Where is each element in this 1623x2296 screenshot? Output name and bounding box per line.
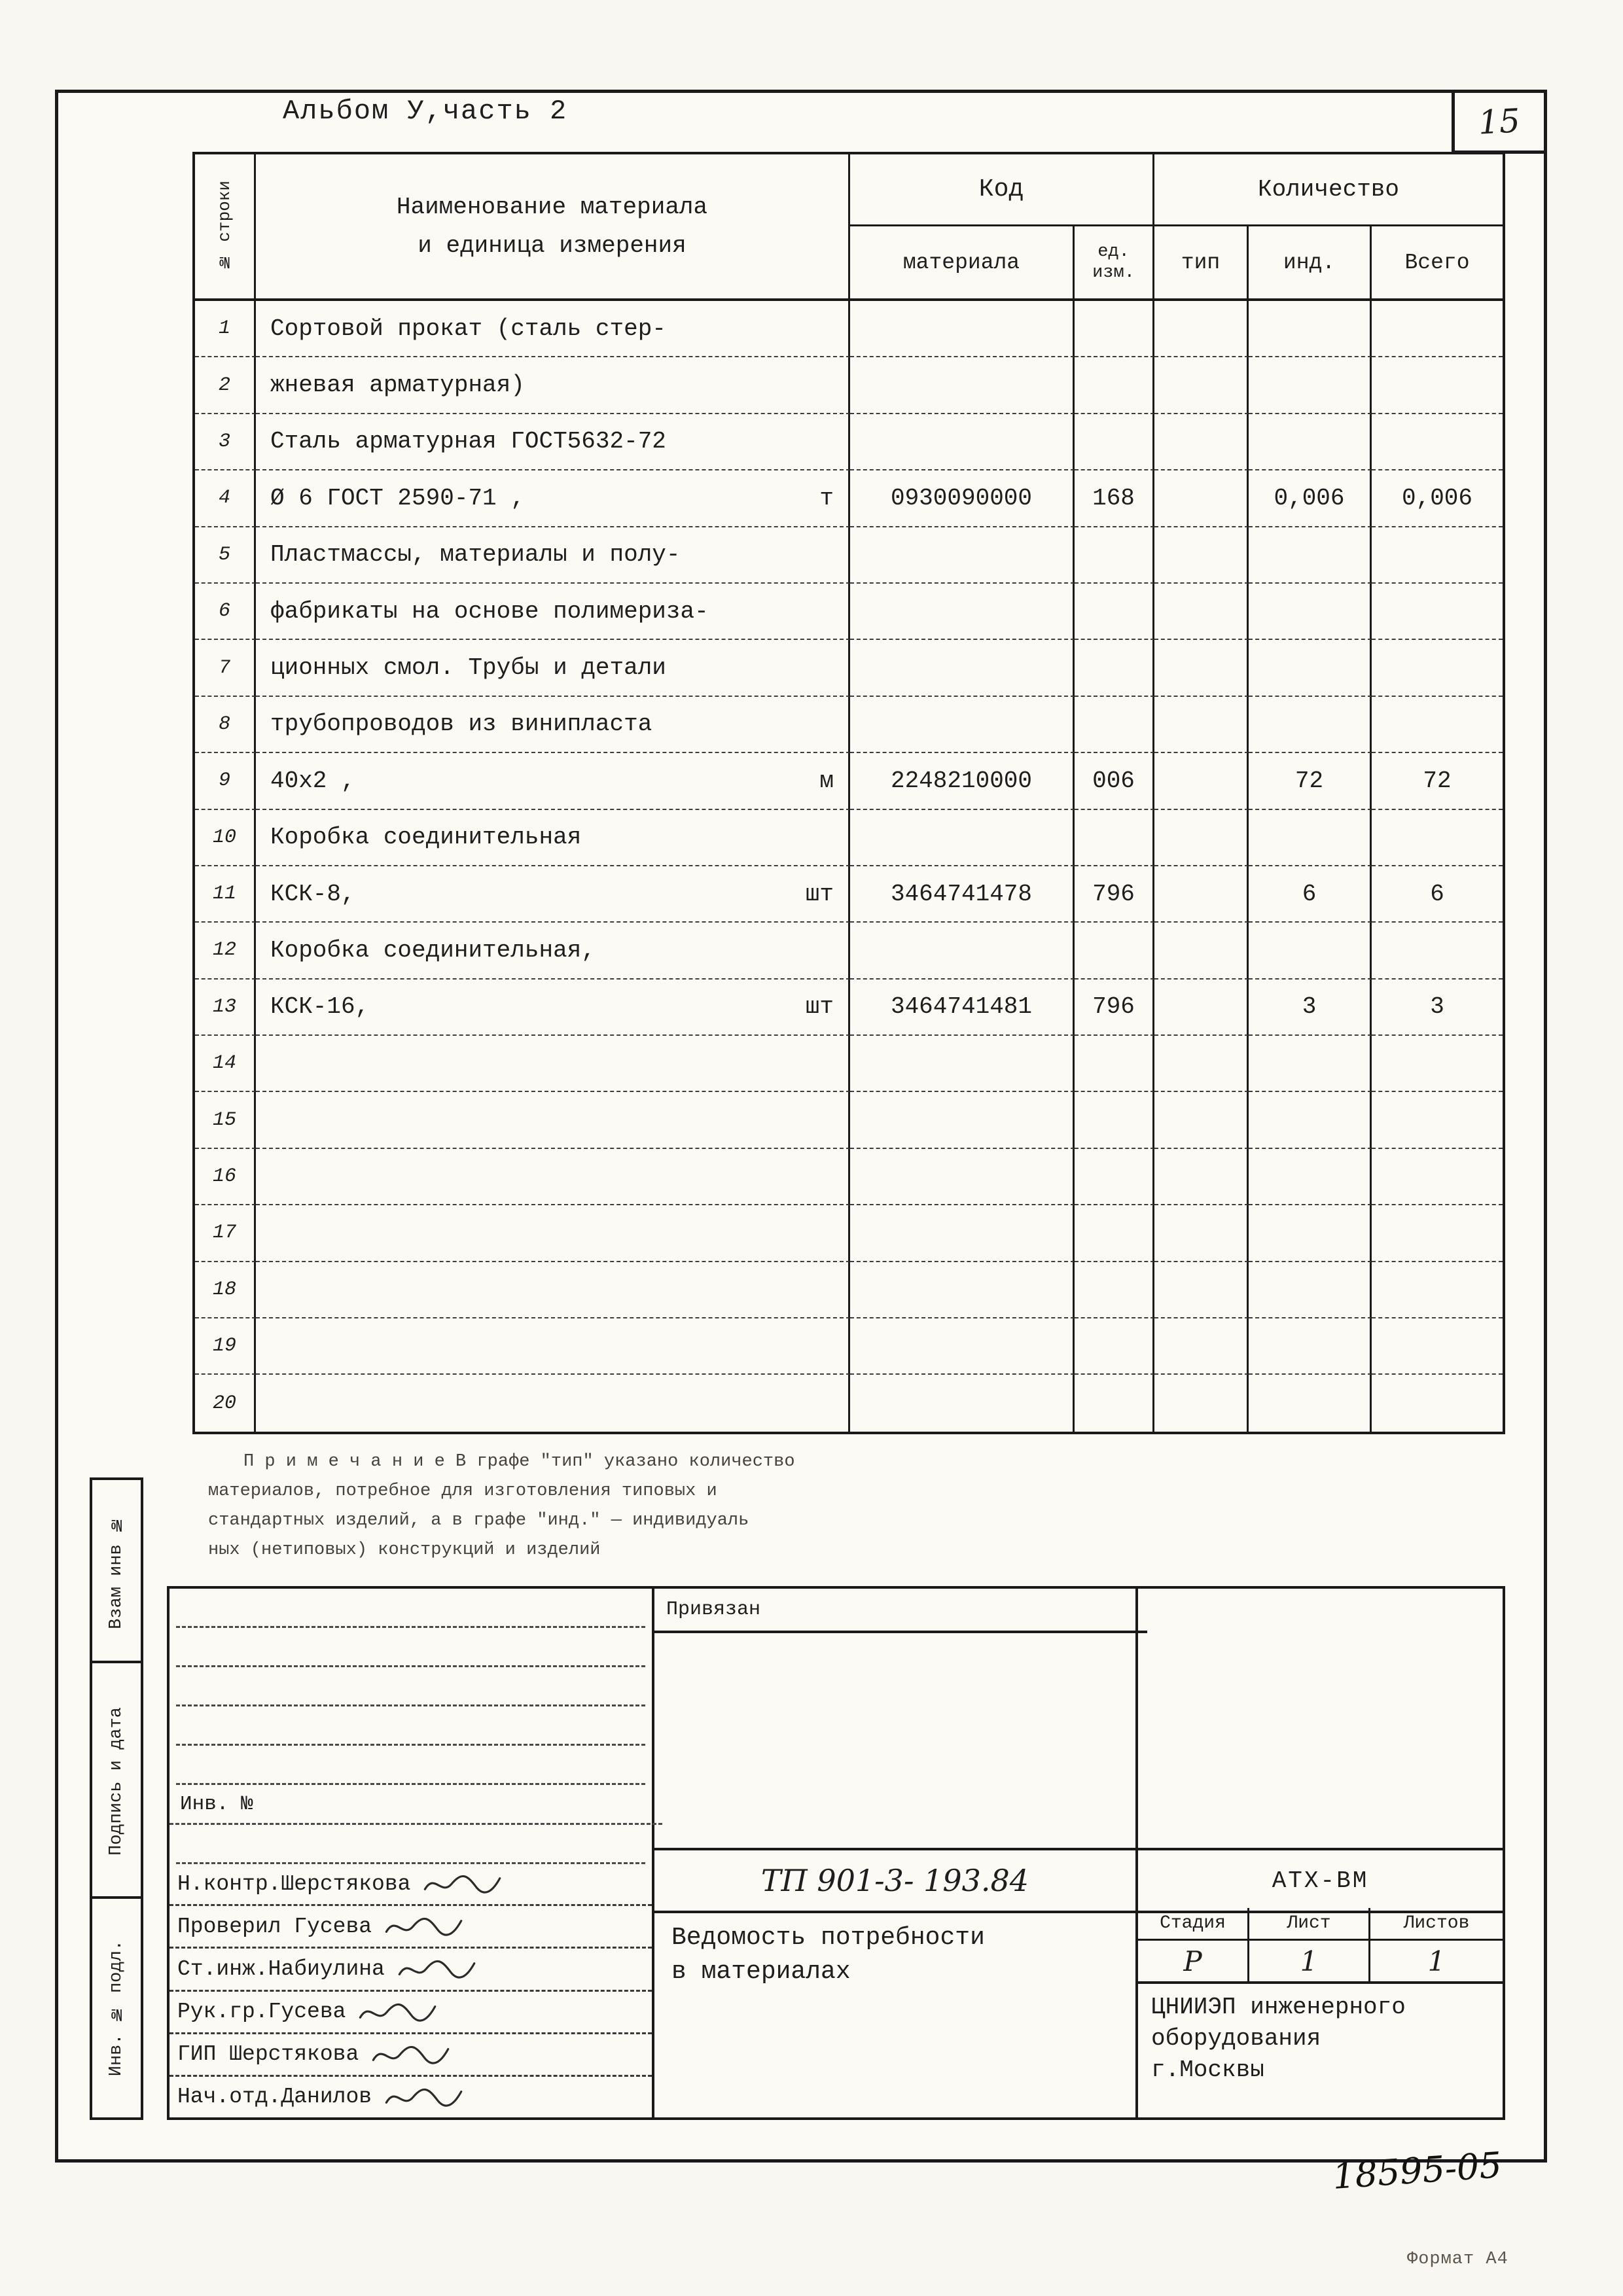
ind-cell: [1249, 1375, 1372, 1431]
signature-mark: [381, 2083, 466, 2111]
vsego-cell: [1372, 1036, 1503, 1092]
table-row: [195, 753, 1503, 809]
unit-code-cell: [1075, 301, 1154, 357]
col-header-material-name: [256, 154, 850, 298]
material-code-cell: [850, 414, 1075, 470]
unit-code-cell: [1075, 923, 1154, 979]
vsego-cell: 3: [1372, 980, 1503, 1036]
tip-cell: [1154, 584, 1249, 640]
table-row: [195, 697, 1503, 753]
title-block: [167, 1586, 1505, 2120]
material-code-cell: [850, 527, 1075, 584]
signature-role-name: Нач.отд.Данилов: [177, 2085, 372, 2110]
material-name: Сталь арматурная ГОСТ5632-72: [270, 428, 666, 455]
material-name-cell: [256, 980, 850, 1036]
tip-cell: [1154, 640, 1249, 696]
unit-code-cell: [1075, 640, 1154, 696]
ind-cell: [1249, 1318, 1372, 1375]
tip-cell: [1154, 301, 1249, 357]
ind-cell: [1249, 301, 1372, 357]
material-name-cell: [256, 1375, 850, 1431]
material-name: Коробка соединительная,: [270, 936, 596, 964]
material-name: жневая арматурная): [270, 372, 525, 399]
material-code-cell: [850, 640, 1075, 696]
material-name-cell: [256, 923, 850, 979]
tip-cell: [1154, 810, 1249, 866]
ind-cell: [1249, 584, 1372, 640]
unit-code-cell: 796: [1075, 980, 1154, 1036]
table-row: [195, 1205, 1503, 1262]
col-header-vsego: Всего: [1404, 250, 1470, 275]
material-name-cell: [256, 1036, 850, 1092]
ruled-line: [176, 1706, 645, 1746]
material-name-cell: [256, 697, 850, 753]
row-number-cell: 12: [195, 923, 256, 979]
material-name-cell: [256, 810, 850, 866]
row-number-cell: 4: [195, 470, 256, 527]
material-code-cell: [850, 301, 1075, 357]
material-name-cell: [256, 1149, 850, 1205]
material-code-cell: 3464741478: [850, 866, 1075, 923]
material-code-cell: [850, 1318, 1075, 1375]
page-number-box: [1452, 90, 1547, 154]
organization-line3: г.Москвы: [1151, 2057, 1264, 2083]
note-line: стандартных изделий, а в графе "инд." — индивидуаль: [208, 1511, 749, 1530]
signature-row: [169, 1863, 652, 1906]
signature-role-name: Н.контр.Шерстякова: [177, 1871, 411, 1896]
organization-line1: ЦНИИЭП инженерного: [1151, 1994, 1406, 2021]
row-number-cell: 16: [195, 1149, 256, 1205]
unit-code-cell: [1075, 697, 1154, 753]
row-number-cell: 18: [195, 1262, 256, 1318]
col-header-row-number: № строки: [195, 154, 256, 298]
table-row: [195, 357, 1503, 414]
unit-code-cell: [1075, 1092, 1154, 1148]
signature-row: [169, 1949, 652, 1991]
ind-cell: 0,006: [1249, 470, 1372, 527]
vsego-cell: [1372, 584, 1503, 640]
table-row: [195, 1092, 1503, 1148]
ind-cell: [1249, 923, 1372, 979]
unit-code-cell: [1075, 1318, 1154, 1375]
vsego-cell: [1372, 1375, 1503, 1431]
row-number-cell: 13: [195, 980, 256, 1036]
table-row: [195, 1149, 1503, 1205]
ind-cell: [1249, 527, 1372, 584]
signature-role-name: Ст.инж.Набиулина: [177, 1956, 385, 1981]
sheets-value: 1: [1427, 1945, 1446, 1977]
side-label-podpis-data: Подпись и дата: [90, 1661, 143, 1901]
inventory-number-label: Инв. №: [169, 1785, 662, 1825]
materials-table: [192, 152, 1505, 1434]
vsego-cell: [1372, 1205, 1503, 1262]
album-title: Альбом У,часть 2: [283, 96, 568, 127]
material-unit: шт: [805, 880, 834, 908]
table-row: [195, 527, 1503, 584]
table-row: [195, 1262, 1503, 1318]
document-title-line1: Ведомость потребности: [671, 1924, 985, 1952]
tip-cell: [1154, 414, 1249, 470]
vsego-cell: 72: [1372, 753, 1503, 809]
sheet-value: 1: [1249, 1941, 1370, 1981]
row-number-cell: 10: [195, 810, 256, 866]
tip-cell: [1154, 1149, 1249, 1205]
unit-code-cell: 796: [1075, 866, 1154, 923]
material-name: КСК-8,: [270, 880, 355, 908]
tip-cell: [1154, 1036, 1249, 1092]
row-number-cell: 1: [195, 301, 256, 357]
material-name: фабрикаты на основе полимериза-: [270, 597, 709, 625]
col-header-code-group: Код: [850, 154, 1154, 226]
table-row: [195, 584, 1503, 640]
material-code-cell: [850, 1092, 1075, 1148]
ind-cell: [1249, 414, 1372, 470]
material-name-cell: [256, 1318, 850, 1375]
tip-cell: [1154, 753, 1249, 809]
material-name-cell: [256, 1262, 850, 1318]
tip-cell: [1154, 923, 1249, 979]
material-name: Сортовой прокат (сталь стер-: [270, 315, 666, 342]
row-number-cell: 6: [195, 584, 256, 640]
ind-cell: [1249, 357, 1372, 414]
signature-role-name: Рук.гр.Гусева: [177, 2000, 346, 2024]
ind-cell: [1249, 1262, 1372, 1318]
material-code-cell: [850, 697, 1075, 753]
ruled-line: [176, 1628, 645, 1667]
organization-name: [1138, 1981, 1516, 2117]
material-code-cell: [850, 1205, 1075, 1262]
unit-code-cell: [1075, 1205, 1154, 1262]
tip-cell: [1154, 866, 1249, 923]
ruled-line: [176, 1823, 645, 1864]
note-line: П р и м е ч а н и е В графе "тип" указано количество: [243, 1452, 795, 1472]
tip-cell: [1154, 1092, 1249, 1148]
table-row: [195, 980, 1503, 1036]
table-body: [195, 301, 1503, 1432]
unit-code-cell: [1075, 810, 1154, 866]
document-title: [654, 1911, 1152, 1989]
tip-cell: [1154, 1205, 1249, 1262]
project-code: АТХ-ВМ: [1138, 1848, 1503, 1913]
material-code-cell: 2248210000: [850, 753, 1075, 809]
material-code-cell: [850, 1149, 1075, 1205]
document-title-line2: в материалах: [671, 1958, 851, 1986]
vsego-cell: [1372, 414, 1503, 470]
unit-code-cell: [1075, 1149, 1154, 1205]
vsego-cell: [1372, 1092, 1503, 1148]
row-number-cell: 5: [195, 527, 256, 584]
vsego-cell: [1372, 923, 1503, 979]
table-row: [195, 1375, 1503, 1431]
ind-cell: 72: [1249, 753, 1372, 809]
signature-mark: [394, 1955, 479, 1983]
table-row: [195, 923, 1503, 979]
material-name-cell: [256, 640, 850, 696]
vsego-cell: [1372, 1318, 1503, 1375]
material-name-cell: [256, 470, 850, 527]
vsego-cell: [1372, 301, 1503, 357]
material-code-cell: [850, 1375, 1075, 1431]
ind-cell: 3: [1249, 980, 1372, 1036]
row-number-cell: 19: [195, 1318, 256, 1375]
row-number-cell: 11: [195, 866, 256, 923]
material-name-header-line1: Наименование материала: [396, 194, 708, 221]
vsego-cell: [1372, 357, 1503, 414]
tip-cell: [1154, 527, 1249, 584]
ind-cell: [1249, 640, 1372, 696]
material-name: Коробка соединительная: [270, 824, 582, 851]
row-number-cell: 14: [195, 1036, 256, 1092]
page-number: 15: [1477, 101, 1522, 142]
tip-cell: [1154, 470, 1249, 527]
ruled-line: [176, 1589, 645, 1628]
material-code-cell: [850, 1036, 1075, 1092]
material-unit: м: [819, 767, 834, 794]
stage-sheet-grid: [1138, 1908, 1503, 1984]
material-name-cell: [256, 1092, 850, 1148]
vsego-cell: [1372, 697, 1503, 753]
table-row: [195, 301, 1503, 357]
vsego-cell: 6: [1372, 866, 1503, 923]
col-header-material-code: материала: [850, 226, 1075, 298]
sheet-label: Лист: [1249, 1908, 1370, 1941]
row-number-cell: 9: [195, 753, 256, 809]
sheets-label: Листов: [1370, 1908, 1503, 1941]
material-name-cell: [256, 753, 850, 809]
unit-code-cell: [1075, 357, 1154, 414]
material-unit: шт: [805, 993, 834, 1021]
col-header-quantity-group: Количество: [1154, 154, 1503, 226]
material-name-cell: [256, 527, 850, 584]
document-code: ТП 901-3- 193.84: [654, 1848, 1135, 1913]
signature-role-name: Проверил Гусева: [177, 1914, 372, 1939]
material-code-cell: [850, 584, 1075, 640]
material-name: ционных смол. Трубы и детали: [270, 654, 666, 682]
vsego-cell: [1372, 640, 1503, 696]
signature-role-name: ГИП Шерстякова: [177, 2042, 359, 2067]
material-code-cell: [850, 357, 1075, 414]
col-header-unit-code: ед. изм.: [1075, 226, 1154, 298]
material-unit: т: [819, 484, 834, 512]
table-row: [195, 1036, 1503, 1092]
ind-cell: [1249, 1205, 1372, 1262]
unit-code-cell: [1075, 414, 1154, 470]
table-row: [195, 470, 1503, 527]
table-row: [195, 640, 1503, 696]
vsego-cell: [1372, 810, 1503, 866]
tip-cell: [1154, 1318, 1249, 1375]
tip-cell: [1154, 357, 1249, 414]
ind-cell: [1249, 1092, 1372, 1148]
ind-cell: [1249, 1036, 1372, 1092]
unit-code-cell: 168: [1075, 470, 1154, 527]
material-code-cell: [850, 1262, 1075, 1318]
material-name-cell: [256, 301, 850, 357]
ruled-lines: [169, 1589, 652, 1785]
material-name: Пластмассы, материалы и полу-: [270, 541, 681, 569]
material-name-header-line2: и единица измерения: [418, 232, 687, 259]
row-number-cell: 17: [195, 1205, 256, 1262]
col-header-ind: инд.: [1249, 226, 1372, 298]
note-line: материалов, потребное для изготовления типовых и: [208, 1481, 717, 1501]
tip-cell: [1154, 980, 1249, 1036]
row-number-cell: 8: [195, 697, 256, 753]
vsego-cell: [1372, 527, 1503, 584]
col-header-tip: тип: [1154, 226, 1249, 298]
table-header: [195, 154, 1503, 301]
row-number-cell: 7: [195, 640, 256, 696]
privyazan-label: Привязан: [654, 1589, 1147, 1633]
material-name-cell: [256, 1205, 850, 1262]
material-code-cell: 0930090000: [850, 470, 1075, 527]
organization-line2: оборудования: [1151, 2025, 1321, 2052]
material-name-cell: [256, 866, 850, 923]
material-code-cell: 3464741481: [850, 980, 1075, 1036]
row-number-cell: 2: [195, 357, 256, 414]
table-row: [195, 810, 1503, 866]
signature-row: [169, 1992, 652, 2034]
side-label-inv-podl: Инв. № подл.: [90, 1896, 143, 2120]
material-name: трубопроводов из винипласта: [270, 711, 652, 738]
table-row: [195, 866, 1503, 923]
row-number-cell: 3: [195, 414, 256, 470]
tip-cell: [1154, 697, 1249, 753]
unit-code-cell: [1075, 1262, 1154, 1318]
ind-cell: [1249, 810, 1372, 866]
signature-row: [169, 2034, 652, 2077]
note-block: [208, 1447, 863, 1565]
table-row: [195, 414, 1503, 470]
signature-mark: [419, 1870, 505, 1898]
signature-row: [169, 2077, 652, 2117]
material-code-cell: [850, 923, 1075, 979]
signature-row: [169, 1906, 652, 1949]
unit-code-cell: [1075, 527, 1154, 584]
vsego-cell: [1372, 1149, 1503, 1205]
tip-cell: [1154, 1375, 1249, 1431]
material-name-cell: [256, 357, 850, 414]
row-number-cell: 20: [195, 1375, 256, 1431]
note-line: ных (нетиповых) конструкций и изделий: [208, 1540, 601, 1560]
format-label: Формат А4: [1407, 2250, 1508, 2269]
unit-code-cell: [1075, 584, 1154, 640]
signature-mark: [368, 2041, 453, 2068]
material-name-cell: [256, 414, 850, 470]
ind-cell: [1249, 1149, 1372, 1205]
material-name: 40x2 ,: [270, 767, 355, 794]
ind-cell: 6: [1249, 866, 1372, 923]
signature-mark: [381, 1913, 466, 1940]
material-name: Ø 6 ГОСТ 2590-71 ,: [270, 484, 525, 512]
material-code-cell: [850, 810, 1075, 866]
tip-cell: [1154, 1262, 1249, 1318]
vsego-cell: [1372, 1262, 1503, 1318]
unit-code-cell: 006: [1075, 753, 1154, 809]
stage-value: Р: [1138, 1941, 1249, 1981]
unit-code-cell: [1075, 1375, 1154, 1431]
row-number-cell: 15: [195, 1092, 256, 1148]
vsego-cell: 0,006: [1372, 470, 1503, 527]
ind-cell: [1249, 697, 1372, 753]
signature-rows: [169, 1863, 652, 2117]
material-name: КСК-16,: [270, 993, 370, 1021]
signature-mark: [355, 1998, 440, 2026]
handwritten-document-number: 18595-05: [1331, 2144, 1503, 2197]
unit-code-cell: [1075, 1036, 1154, 1092]
stage-label: Стадия: [1138, 1908, 1249, 1941]
material-name-cell: [256, 584, 850, 640]
ruled-line: [176, 1667, 645, 1706]
side-label-vzam-inv: Взам инв №: [90, 1477, 143, 1666]
ruled-line: [176, 1746, 645, 1785]
table-row: [195, 1318, 1503, 1375]
